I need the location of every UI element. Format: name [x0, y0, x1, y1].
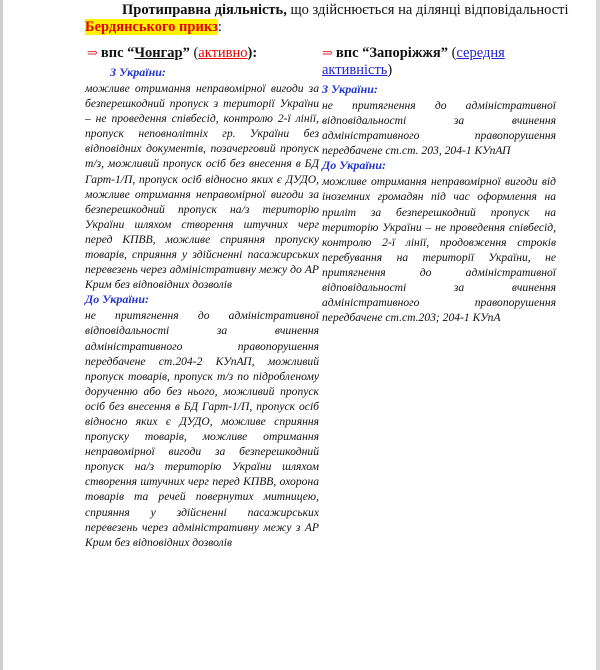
header-line [0, 2, 600, 19]
section-label-to-ukraine: До України: [322, 158, 386, 173]
page-edge-left [0, 0, 3, 670]
name-prefix: впс “ [335, 45, 370, 61]
header-title-rest: що здійснюється на ділянці відповідальності [286, 2, 569, 18]
paren-close: ) [387, 62, 393, 78]
paren-close: ): [247, 45, 258, 61]
arrow-right-icon: ⇒ [322, 45, 333, 60]
header-unit-line [0, 19, 600, 36]
name-prefix: впс “ [100, 45, 135, 61]
activity-status-link[interactable]: активно [198, 45, 248, 61]
header-title-bold: Протиправна діяльність, [122, 2, 287, 18]
unit-name-highlight: Бердянського прикз [85, 19, 218, 35]
checkpoint-name: Запоріжжя [369, 45, 441, 61]
section-text-to-ukraine: не притягнення до адміністративної відповідальності за вчинення адміністративного правопорушення передбачене ст.204-2 КУпАП, можливий пропуск товарів, пропуск т/з по підробленому дорученню або без нього, можливий пропуск осіб без внесення в БД Гарт-1/П, пропуск осіб відносно яких є ДУДО, можливе сприяння пропуску товарів, можливе отримання неправомірної вигоди за безперешкодний пропуск на/з територію України шляхом створення штучних черг перед КПВВ, охорона товарів та речей повернутих митницею, сприяння у здійсненні пасажирських перевезень через адміністративну межу з АР Крим без відповідних дозволів [85, 309, 319, 549]
name-suffix: ” [440, 45, 448, 61]
checkpoint-heading [85, 44, 319, 62]
section-text-from-ukraine: можливе отримання неправомірної вигоди за безперешкодний пропуск з території України – не проведення співбесід, контролю 2-ї лінії, пропуск неповнолітніх гр. України без відповідних документів, позачерговий пропуск т/з, можливий пропуск осіб без внесення в БД Гарт-1/П, пропуск осіб відносно яких є ДУДО, можливе отримання неправомірної вигоди за безперешкодний пропуск на/з територію України шляхом створення штучних черг перед КПВВ, можливе сприяння пропуску товарів, сприяння у здійсненні пасажирських перевезень через адміністративну межу до АР Крим без відповідних дозволів [85, 82, 319, 292]
document-header [0, 2, 600, 36]
paren-open: ( [447, 45, 457, 61]
activity-status-link[interactable]: середня активність [322, 45, 505, 78]
section-text-from-ukraine: не притягнення до адміністративної відповідальності за вчинення адміністративного правопорушення передбачене ст.ст. 203, 204-1 КУпАП [322, 99, 556, 158]
checkpoint-column-zaporizhzhia [322, 44, 556, 325]
header-colon: : [217, 19, 222, 35]
checkpoint-column-chonhar [85, 44, 319, 550]
paren-open: ( [189, 45, 199, 61]
section-label-to-ukraine: До України: [85, 292, 149, 307]
section-label-from-ukraine: З України: [322, 82, 378, 96]
arrow-right-icon: ⇒ [87, 45, 98, 60]
section-text-to-ukraine: можливе отримання неправомірної вигоди від іноземних громадян під час оформлення на приліт за безперешкодний пропуск на територію України – не проведення співбесід, контролю 2-ї лінії, продовження строків перебування на території України, не притягнення до адміністративної відповідальності за вчинення адміністративного правопорушення передбачене ст.ст.203; 204-1 КУпА [322, 175, 556, 325]
page-edge-right [596, 0, 600, 670]
checkpoint-name: Чонгар [134, 45, 183, 61]
checkpoint-heading [322, 44, 556, 79]
name-suffix: ” [182, 45, 190, 61]
section-label-from-ukraine: З України: [110, 65, 166, 79]
